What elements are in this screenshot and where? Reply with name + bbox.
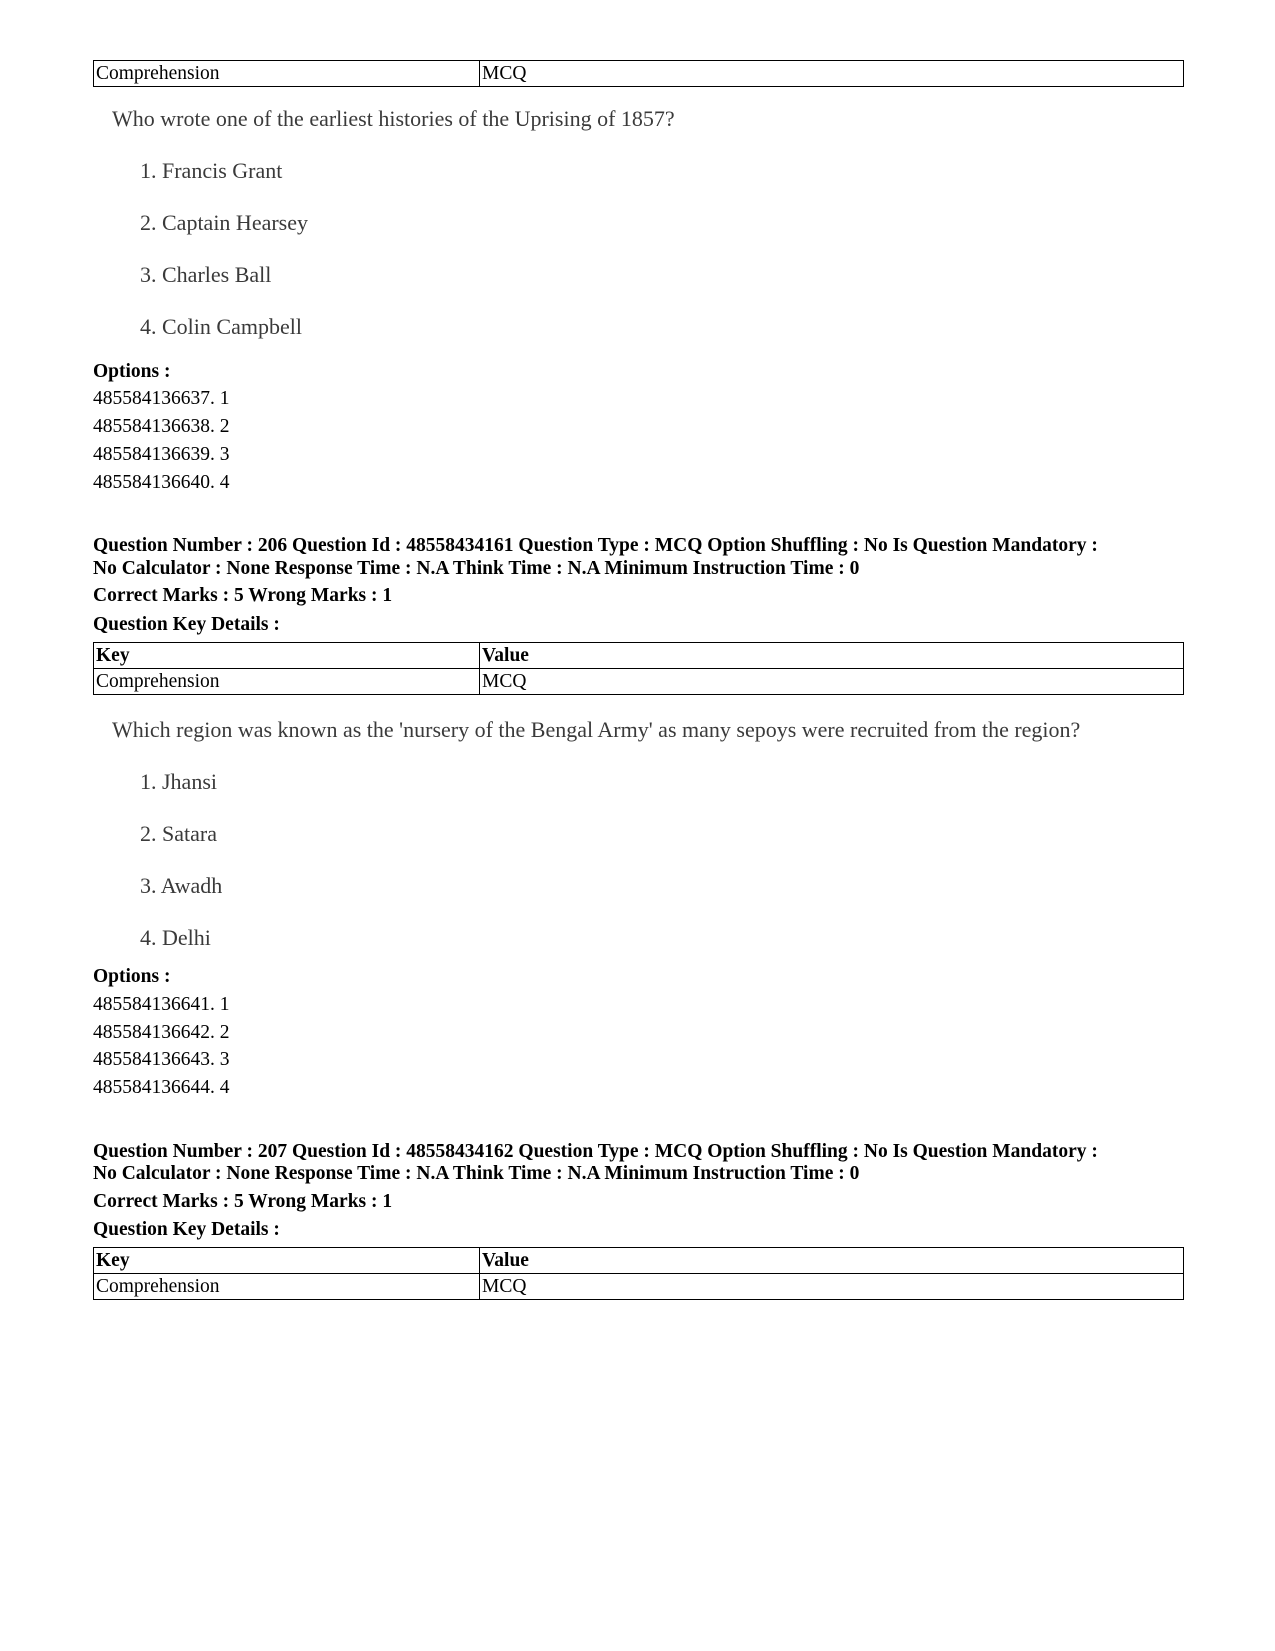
choice-item: 3. Awadh: [140, 873, 223, 898]
option-line: 485584136639. 3: [93, 444, 230, 465]
option-line: 485584136638. 2: [93, 416, 230, 437]
marks-line: Correct Marks : 5 Wrong Marks : 1: [93, 1191, 393, 1212]
option-line: 485584136640. 4: [93, 472, 230, 493]
option-line: 485584136643. 3: [93, 1049, 230, 1070]
choice-item: 4. Delhi: [140, 925, 211, 950]
table-header-row: [94, 1248, 1184, 1274]
choice-item: 3. Charles Ball: [140, 262, 272, 287]
table-row: [94, 61, 1184, 87]
table-cell-key: Comprehension: [94, 669, 480, 695]
table-header-value: Value: [480, 1248, 1184, 1274]
choice-item: 4. Colin Campbell: [140, 314, 302, 339]
table-header-value: Value: [480, 643, 1184, 669]
question-meta-line: Question Number : 206 Question Id : 48558434161 Question Type : MCQ Option Shuffling : No Is Question Mandatory :: [93, 535, 1098, 556]
table-cell-value: MCQ: [480, 1274, 1184, 1300]
question-meta-line: No Calculator : None Response Time : N.A Think Time : N.A Minimum Instruction Time : 0: [93, 1163, 860, 1184]
table-cell-value: MCQ: [480, 669, 1184, 695]
key-details-label: Question Key Details :: [93, 1219, 280, 1240]
choice-item: 2. Satara: [140, 821, 217, 846]
question-text: Who wrote one of the earliest histories of the Uprising of 1857?: [112, 106, 675, 131]
table-cell-key: Comprehension: [94, 1274, 480, 1300]
table-header-key: Key: [94, 1248, 480, 1274]
table-cell-value: MCQ: [480, 61, 1184, 87]
question-text: Which region was known as the 'nursery of the Bengal Army' as many sepoys were recruited from the region?: [112, 717, 1081, 742]
choice-item: 2. Captain Hearsey: [140, 210, 308, 235]
table-header-row: [94, 643, 1184, 669]
options-label: Options :: [93, 966, 171, 987]
table-header-key: Key: [94, 643, 480, 669]
question-meta-line: Question Number : 207 Question Id : 48558434162 Question Type : MCQ Option Shuffling : No Is Question Mandatory :: [93, 1141, 1098, 1162]
choice-item: 1. Jhansi: [140, 769, 217, 794]
question-meta-line: No Calculator : None Response Time : N.A Think Time : N.A Minimum Instruction Time : 0: [93, 558, 860, 579]
option-line: 485584136642. 2: [93, 1022, 230, 1043]
option-line: 485584136641. 1: [93, 994, 230, 1015]
option-line: 485584136637. 1: [93, 388, 230, 409]
key-details-table: [93, 1247, 1184, 1300]
choice-item: 1. Francis Grant: [140, 158, 283, 183]
table-cell-key: Comprehension: [94, 61, 480, 87]
table-row: [94, 669, 1184, 695]
marks-line: Correct Marks : 5 Wrong Marks : 1: [93, 585, 393, 606]
option-line: 485584136644. 4: [93, 1077, 230, 1098]
key-details-label: Question Key Details :: [93, 614, 280, 635]
top-key-table: [93, 60, 1184, 87]
table-row: [94, 1274, 1184, 1300]
options-label: Options :: [93, 361, 171, 382]
key-details-table: [93, 642, 1184, 695]
